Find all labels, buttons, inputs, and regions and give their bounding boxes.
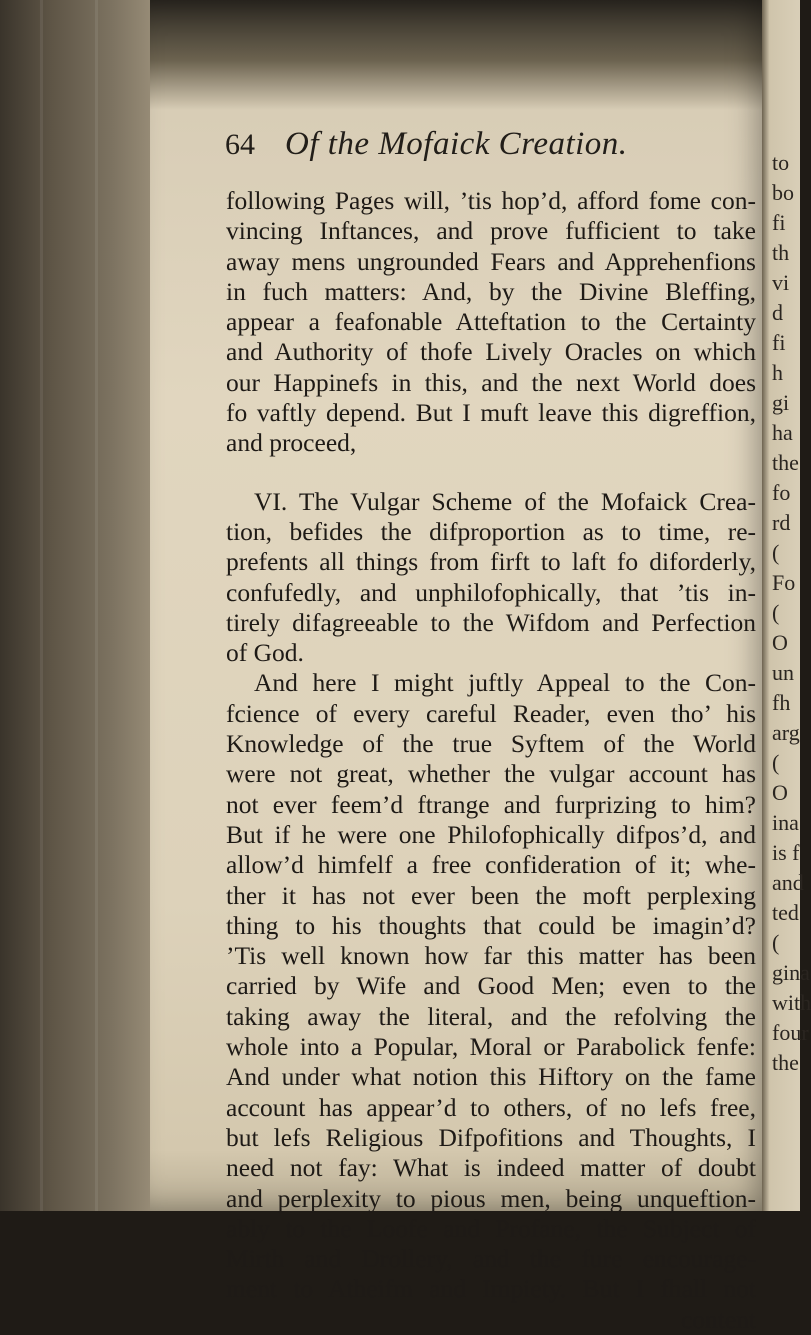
text-line: tion, befides the difproportion as to time, re- <box>226 516 756 546</box>
text-line: whole into a Popular, Moral or Parabolick fenfe: <box>226 1032 756 1062</box>
facing-page-fragment: fo <box>772 480 791 505</box>
facing-page-fragment: un <box>772 660 794 685</box>
page-text <box>226 186 756 1335</box>
text-line: carried by Wife and Good Men; even to the <box>226 971 756 1001</box>
text-line: but lefs Religious Difpofitions and Thoughts, I <box>226 1122 756 1152</box>
text-line: and proceed, <box>226 428 357 458</box>
section-six <box>226 487 756 669</box>
facing-page-fragment: fi <box>772 210 786 235</box>
text-line: ther it has not ever been the moft perplexing <box>226 880 756 910</box>
facing-page-fragment: h <box>772 360 783 385</box>
text-line: thing to his thoughts that could be imagin’d? <box>226 910 756 940</box>
section-gap <box>226 459 756 487</box>
facing-page-fragment: fi <box>772 330 786 355</box>
text-line: But if he were one Philofophically difpos’d, and <box>226 819 756 849</box>
facing-page-fragment: O <box>772 630 788 655</box>
opening-paragraph <box>226 186 756 459</box>
text-line: appear a feafonable Atteftation to the Certainty <box>226 307 756 337</box>
facing-page-fragment: the <box>772 450 799 475</box>
catchword: content <box>680 1304 756 1334</box>
text-line: And here I might juftly Appeal to the Con- <box>254 668 756 698</box>
running-title: Of the Mofaick Creation. <box>285 126 628 162</box>
facing-page-fragment: four <box>772 1020 809 1045</box>
facing-page-fragment: rd <box>772 510 791 535</box>
facing-page-fragment: arg <box>772 720 800 745</box>
appeal-paragraph <box>226 668 756 1304</box>
text-line: following Pages will, ’tis hop’d, afford fome con- <box>226 186 756 215</box>
facing-page-fragment: bo <box>772 180 794 205</box>
text-line: ably to the Loofe and Profane, the Subject of <box>226 1213 756 1243</box>
facing-page-fragment: d <box>772 300 783 325</box>
facing-page-fragment: gina <box>772 960 810 985</box>
facing-page-fragment: vi <box>772 270 790 295</box>
text-line: And under what notion this Hiftory on the fame <box>226 1062 756 1092</box>
text-line: allow’d himfelf a free confideration of it; whe- <box>226 850 756 880</box>
page-header <box>225 128 765 168</box>
facing-page-fragment: with <box>772 990 811 1015</box>
facing-page-fragment: gi <box>772 390 790 415</box>
facing-page-fragment: ina <box>772 810 799 835</box>
facing-page-fragment: ( <box>772 750 780 775</box>
facing-page-fragment: Fo <box>772 570 796 595</box>
text-line: of God. <box>226 638 304 668</box>
facing-page-fragment: to <box>772 150 790 175</box>
text-line: vincing Inftances, and prove fufficient to take <box>226 216 756 246</box>
text-line: Knowledge of the true Syftem of the World <box>226 729 756 759</box>
facing-page-fragment: the <box>772 1050 799 1075</box>
text-line: not ever feem’d ftrange and furprizing to him? <box>226 789 756 819</box>
facing-page-fragment: fh <box>772 690 791 715</box>
facing-page-fragment: th <box>772 240 790 265</box>
facing-page-fragment: ( <box>772 600 780 625</box>
text-line: tirely difagreeable to the Wifdom and Perfection <box>226 607 756 637</box>
text-line: were not great, whether the vulgar account has <box>226 759 756 789</box>
text-line: in fuch matters: And, by the Divine Bleffing, <box>226 276 756 306</box>
facing-page-fragment: ( <box>772 930 780 955</box>
text-line: and perplexity to pious men, being unqueftion- <box>226 1183 756 1213</box>
facing-page-fragment: ted <box>772 900 799 925</box>
text-line: Mirth and Drollery, and the fure encourage- <box>226 1244 756 1274</box>
facing-page-fragment: is f <box>772 840 800 865</box>
text-line: ’Tis well known how far this matter has been <box>226 941 756 971</box>
page-number: 64 <box>225 128 255 161</box>
text-line: our Happinefs in this, and the next World does <box>226 367 756 397</box>
facing-page-fragment: O <box>772 780 788 805</box>
facing-page-edge <box>762 0 811 1211</box>
text-line: ment to Atheifm and Impiety. But I fhall not <box>226 1274 756 1304</box>
text-line: fcience of every careful Reader, even tho’ his <box>226 698 756 728</box>
facing-page-fragment: ha <box>772 420 793 445</box>
text-line: away mens ungrounded Fears and Apprehenfions <box>226 246 756 276</box>
text-line: VI. The Vulgar Scheme of the Mofaick Crea- <box>254 486 756 516</box>
text-line: need not fay: What is indeed matter of doubt <box>226 1153 756 1183</box>
facing-page-fragment: ( <box>772 540 780 565</box>
binding-texture <box>40 0 43 1211</box>
facing-page-fragment: and <box>772 870 804 895</box>
text-line: and Authority of thofe Lively Oracles on which <box>226 337 756 367</box>
text-line: confufedly, and unphilofophically, that ’tis in- <box>226 577 756 607</box>
text-line: fo vaftly depend. But I muft leave this digreffion, <box>226 398 756 428</box>
text-line: account has appear’d to others, of no lefs free, <box>226 1092 756 1122</box>
text-line: taking away the literal, and the refolving the <box>226 1001 756 1031</box>
binding-texture <box>95 0 98 1211</box>
text-line: prefents all things from firft to laft fo diforderly, <box>226 547 756 577</box>
